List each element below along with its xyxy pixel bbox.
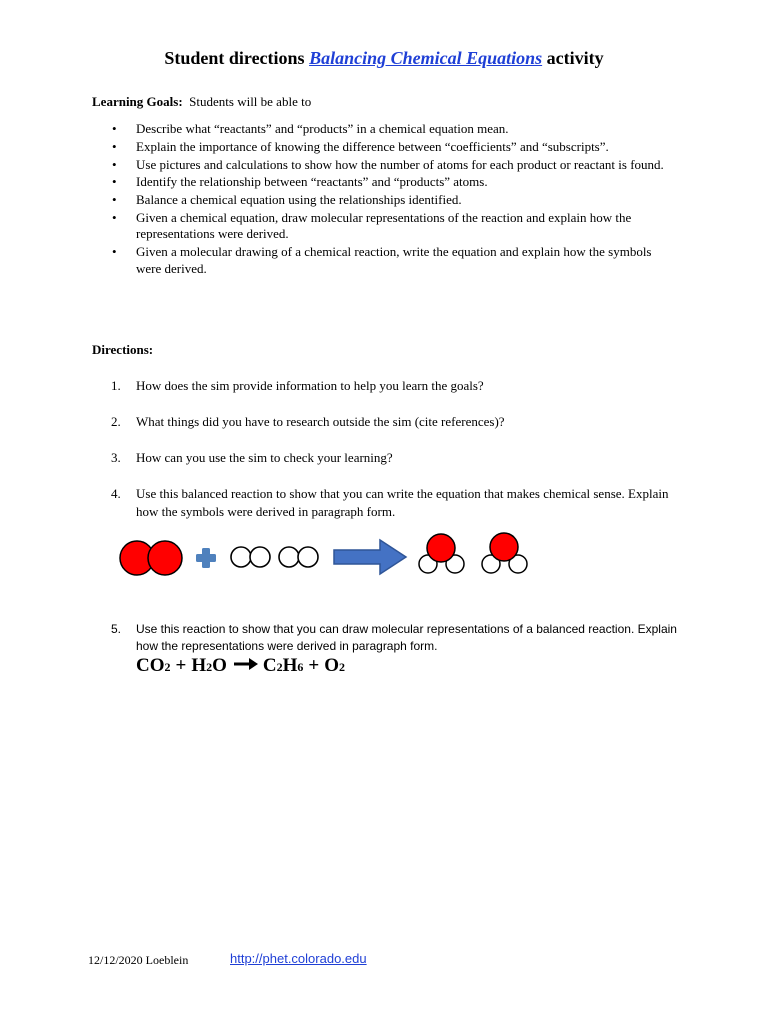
oxygen-atom	[427, 534, 455, 562]
plus-icon	[196, 548, 216, 568]
goal-item: • Given a molecular drawing of a chemical reaction, write the equation and explain how the symbols were derived.	[92, 244, 672, 277]
goal-item: • Given a chemical equation, draw molecular representations of the reaction and explain how the representations were derived.	[92, 210, 672, 243]
chemical-equation	[136, 655, 345, 677]
question-number: 3.	[111, 450, 121, 465]
goal-item: • Identify the relationship between “reactants” and “products” atoms.	[92, 174, 672, 191]
question-5	[92, 621, 682, 655]
learning-goals-list	[92, 121, 672, 279]
reaction-arrow-icon	[334, 540, 406, 574]
oxygen-atom	[490, 533, 518, 561]
eq-c: C	[262, 655, 277, 676]
molecular-reaction-diagram	[110, 528, 530, 586]
oxygen-molecule	[120, 541, 182, 575]
eq-plus: +	[175, 655, 187, 676]
footer-date-author: 12/12/2020 Loeblein	[88, 953, 189, 967]
eq-sub: 2	[206, 660, 213, 674]
question-text: Use this reaction to show that you can draw molecular representations of a balanced reaction. Explain how the representations were derived in paragraph form.	[136, 622, 677, 653]
eq-sub: 2	[276, 660, 283, 674]
eq-plus: +	[308, 655, 320, 676]
learning-goals-label: Learning Goals:	[92, 94, 183, 109]
eq-h: H	[282, 655, 298, 676]
hydrogen-molecule	[279, 547, 318, 567]
question-text: How does the sim provide information to help you learn the goals?	[136, 378, 484, 393]
eq-o: O	[324, 655, 340, 676]
footer-link[interactable]: http://phet.colorado.edu	[230, 951, 367, 966]
equation-arrow-icon	[233, 655, 259, 677]
goal-item: • Use pictures and calculations to show how the number of atoms for each product or reactant is found.	[92, 157, 672, 174]
hydrogen-atom	[231, 547, 251, 567]
title-link[interactable]: Balancing Chemical Equations	[309, 48, 543, 68]
question-text: Use this balanced reaction to show that you can write the equation that makes chemical sense. Explain how the symbols were derived in paragraph form.	[136, 486, 669, 519]
eq-co: CO	[136, 655, 165, 676]
hydrogen-molecule	[231, 547, 270, 567]
question-number: 1.	[111, 378, 121, 393]
title-prefix: Student directions	[164, 48, 305, 68]
question-4	[92, 485, 682, 521]
eq-sub: 2	[339, 660, 346, 674]
water-molecule	[419, 534, 464, 573]
directions-heading: Directions:	[92, 342, 154, 357]
goal-item: • Balance a chemical equation using the relationships identified.	[92, 192, 672, 209]
eq-h: H	[191, 655, 207, 676]
goal-item: • Describe what “reactants” and “products” in a chemical equation mean.	[92, 121, 672, 138]
water-molecule	[482, 533, 527, 573]
hydrogen-atom	[279, 547, 299, 567]
question-number: 2.	[111, 414, 121, 429]
question-text: How can you use the sim to check your learning?	[136, 450, 393, 465]
learning-goals-heading	[92, 94, 311, 110]
eq-sub: 6	[297, 660, 304, 674]
question-2	[92, 413, 682, 431]
hydrogen-atom	[298, 547, 318, 567]
eq-o: O	[212, 655, 227, 676]
title-suffix: activity	[546, 48, 604, 68]
question-1	[92, 377, 682, 395]
oxygen-atom	[148, 541, 182, 575]
question-number: 5.	[111, 622, 122, 636]
question-3	[92, 449, 682, 467]
question-number: 4.	[111, 486, 121, 501]
page-title	[0, 48, 768, 69]
eq-sub: 2	[164, 660, 171, 674]
hydrogen-atom	[250, 547, 270, 567]
goal-item: • Explain the importance of knowing the difference between “coefficients” and “subscripts”.	[92, 139, 672, 156]
question-text: What things did you have to research outside the sim (cite references)?	[136, 414, 505, 429]
learning-goals-intro: Students will be able to	[189, 94, 312, 109]
